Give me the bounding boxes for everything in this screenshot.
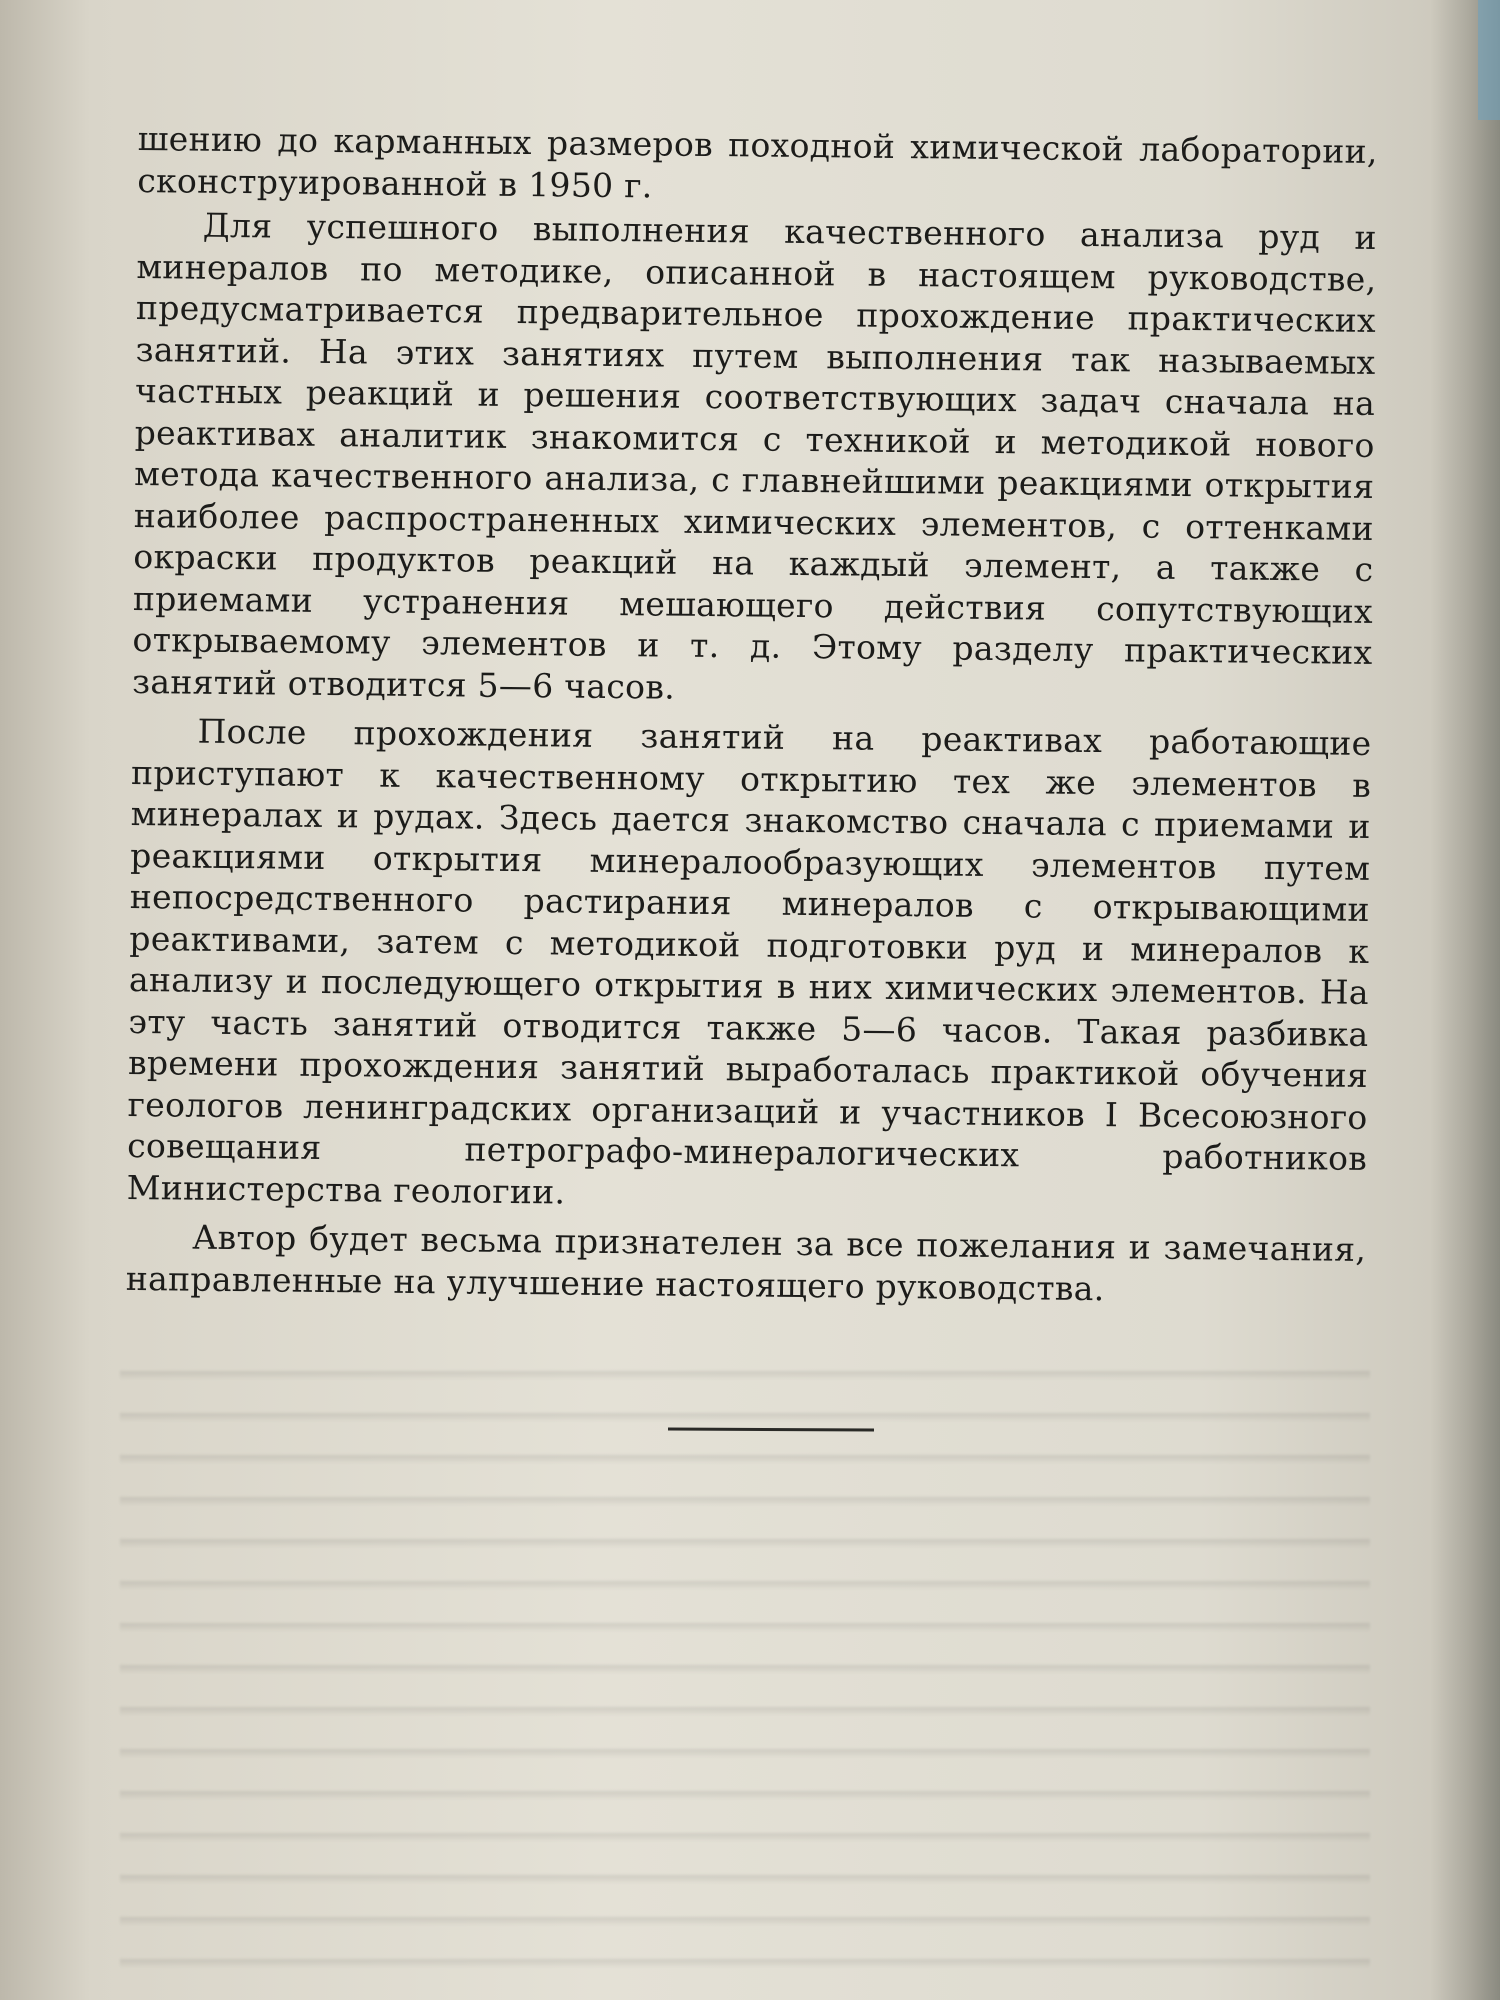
paragraph-4: Автор будет весьма признателен за все пожелания и замечания, направленные на улучшение настоящего руководства. — [125, 1217, 1367, 1308]
background-edge — [1478, 0, 1500, 120]
page-text-block — [126, 118, 1378, 1312]
bleed-through-text — [120, 1350, 1370, 1990]
paragraph-2: Для успешного выполнения качественного анализа руд и минералов по методике, описанной в настоящем руководстве, предусматривается предварительное прохождение практических занятий. На этих занятиях путем выполнения так называемых частных реакций и решения соответствующих задач сначала на реактивах аналитик знакомится с техникой и методикой нового метода качественного анализа, с главнейшими реакциями открытия наиболее распространенных химических элементов, с оттенками окраски продуктов реакций на каждый элемент, а также с приемами устранения мешающего действия сопутствующих открываемому элементов и т. д. Этому разделу практических занятий отводится 5—6 часов. — [131, 205, 1378, 707]
paragraph-1: шению до карманных размеров походной химической лаборатории, сконструированной в 1950 г. — [137, 118, 1378, 205]
page-edge-shadow — [1430, 0, 1500, 2000]
paragraph-3: После прохождения занятий на реактивах работающие приступают к качественному открытию тех же элементов в минералах и рудах. Здесь дается знакомство сначала с приемами и реакциями открытия минералообразующих элементов путем непосредственного растирания минералов с открывающими реактивами, затем с методикой подготовки руд и минералов к анализу и последующего открытия в них химических элементов. На эту часть занятий отводится также 5—6 часов. Такая разбивка времени прохождения занятий выработалась практикой обучения геологов ленинградских организаций и участников I Всесоюзного совещания петрографо-минералогических работников Министерства геологии. — [126, 711, 1372, 1212]
